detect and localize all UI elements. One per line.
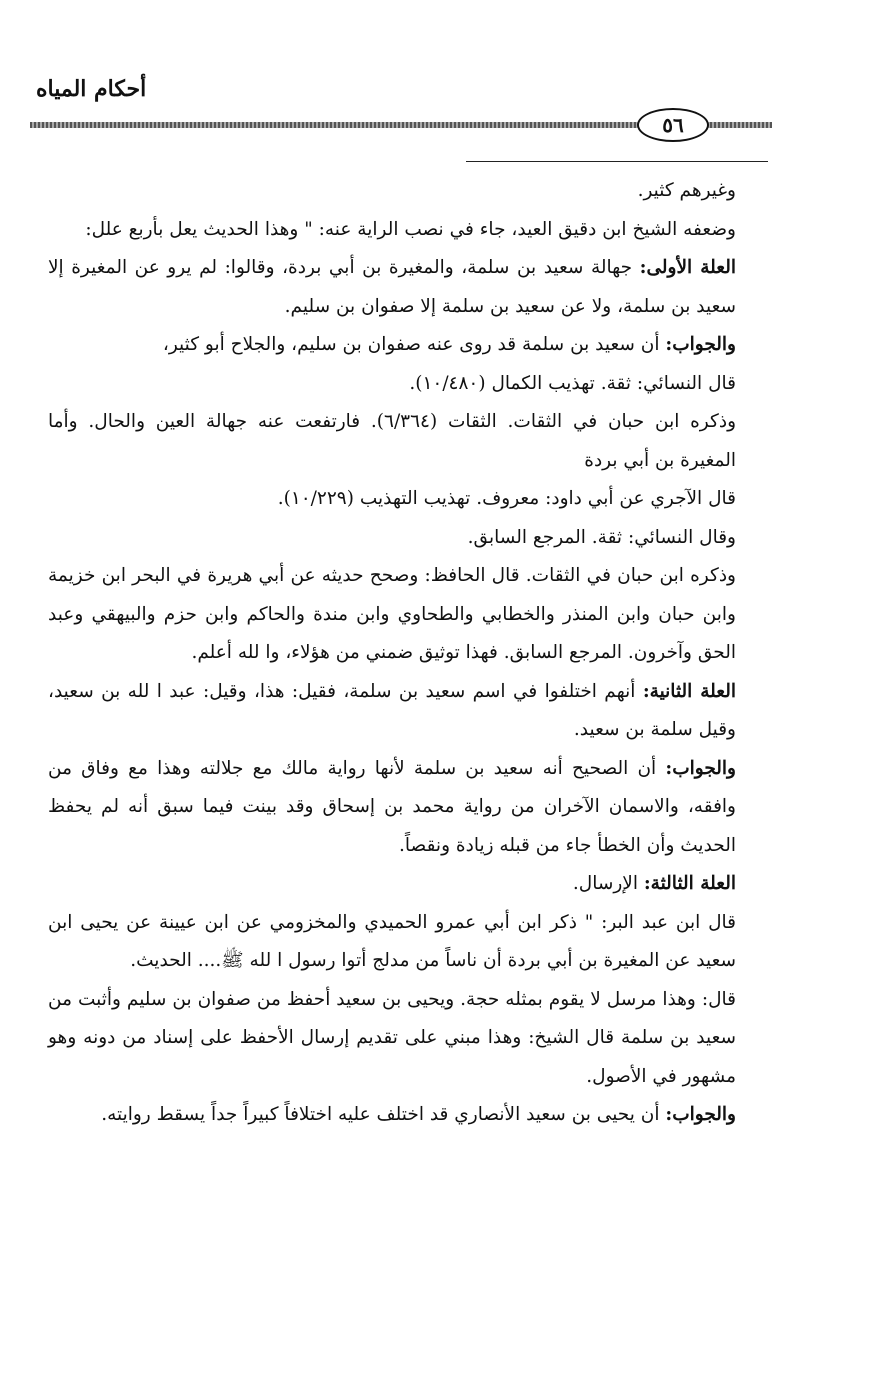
paragraph-text: أن الصحيح أنه سعيد بن سلمة لأنها رواية مالك مع جلالته وهذا مع وفاق من وافقه، والاسمان الآخران من رواية محمد بن إسحاق وقد بينت فيما سبق أنه لم يحفظ الحديث وأن الخطأ جاء من قبله زيادة ونقصاً. — [48, 757, 736, 856]
book-title: أحكام المياه — [36, 76, 147, 102]
paragraph-heading: العلة الأولى: — [639, 257, 736, 278]
paragraph-text: وقال النسائي: ثقة. المرجع السابق. — [467, 526, 736, 548]
paragraph-heading: والجواب: — [665, 757, 736, 779]
paragraph — [48, 673, 772, 750]
page-number: ٥٦ — [662, 113, 684, 137]
paragraph-text: أن سعيد بن سلمة قد روى عنه صفوان بن سليم، والجلاح أبو كثير، — [162, 334, 666, 355]
body-text — [48, 172, 772, 1135]
paragraph-text: جهالة سعيد بن سلمة، والمغيرة بن أبي بردة، وقالوا: لم يرو عن المغيرة إلا سعيد بن سلمة، ولا عن سعيد بن سلمة إلا صفوان بن سليم. — [48, 257, 736, 317]
paragraph — [48, 904, 772, 981]
paragraph — [48, 519, 772, 558]
paragraph-text: وغيرهم كثير. — [637, 180, 736, 201]
paragraph-text: وذكره ابن حبان في الثقات. الثقات (٦/٣٦٤). فارتفعت عنه جهالة العين والحال. وأما المغيرة بن أبي بردة — [48, 411, 736, 471]
paragraph-heading: والجواب: — [665, 1104, 736, 1125]
paragraph — [48, 1096, 772, 1135]
paragraph-text: قال الآجري عن أبي داود: معروف. تهذيب التهذيب (١٠/٢٢٩). — [277, 488, 736, 509]
paragraph-heading: والجواب: — [665, 334, 736, 355]
paragraph-text: الإرسال. — [572, 873, 644, 894]
paragraph — [48, 211, 772, 250]
paragraph — [48, 172, 772, 211]
paragraph-heading: العلة الثانية: — [642, 680, 736, 702]
separator-line — [466, 161, 768, 162]
paragraph — [48, 557, 772, 673]
paragraph-text: أنهم اختلفوا في اسم سعيد بن سلمة، فقيل: هذا، وقيل: عبد ا لله بن سعيد، وقيل سلمة بن سعيد. — [48, 680, 736, 740]
page-number-badge — [637, 108, 709, 142]
paragraph-text: قال: وهذا مرسل لا يقوم بمثله حجة. ويحيى بن سعيد أحفظ من صفوان بن سليم وأثبت من سعيد بن سلمة قال الشيخ: وهذا مبني على تقديم إرسال الأحفظ على إسناد من دونه وهو مشهور في الأصول. — [48, 988, 736, 1087]
paragraph — [48, 981, 772, 1097]
paragraph-heading: العلة الثالثة: — [643, 873, 736, 894]
paragraph — [48, 365, 772, 404]
paragraph-text: وضعفه الشيخ ابن دقيق العيد، جاء في نصب الراية عنه: " وهذا الحديث يعل بأربع علل: — [85, 218, 736, 240]
paragraph-text: أن يحيى بن سعيد الأنصاري قد اختلف عليه اختلافاً كبيراً جداً يسقط روايته. — [101, 1104, 666, 1125]
paragraph — [48, 403, 772, 480]
paragraph-text: وذكره ابن حبان في الثقات. قال الحافظ: وصحح حديثه عن أبي هريرة في البحر ابن خزيمة وابن حبان وابن المنذر والخطابي والطحاوي وابن مندة والحاكم وابن حزم والبيهقي وعبد الحق وآخرون. المرجع السابق. فهذا توثيق ضمني من هؤلاء، وا لله أعلم. — [48, 565, 736, 663]
paragraph — [48, 750, 772, 866]
paragraph — [48, 249, 772, 326]
paragraph-text: قال النسائي: ثقة. تهذيب الكمال (١٠/٤٨٠). — [409, 372, 736, 394]
paragraph — [48, 480, 772, 519]
paragraph — [48, 865, 772, 904]
paragraph-text: قال ابن عبد البر: " ذكر ابن أبي عمرو الحميدي والمخزومي عن ابن عيينة عن يحيى ابن سعيد عن المغيرة بن أبي بردة أن ناساً من مدلج أتوا رسول ا لله ﷺ.... الحديث. — [48, 911, 736, 971]
paragraph — [48, 326, 772, 365]
